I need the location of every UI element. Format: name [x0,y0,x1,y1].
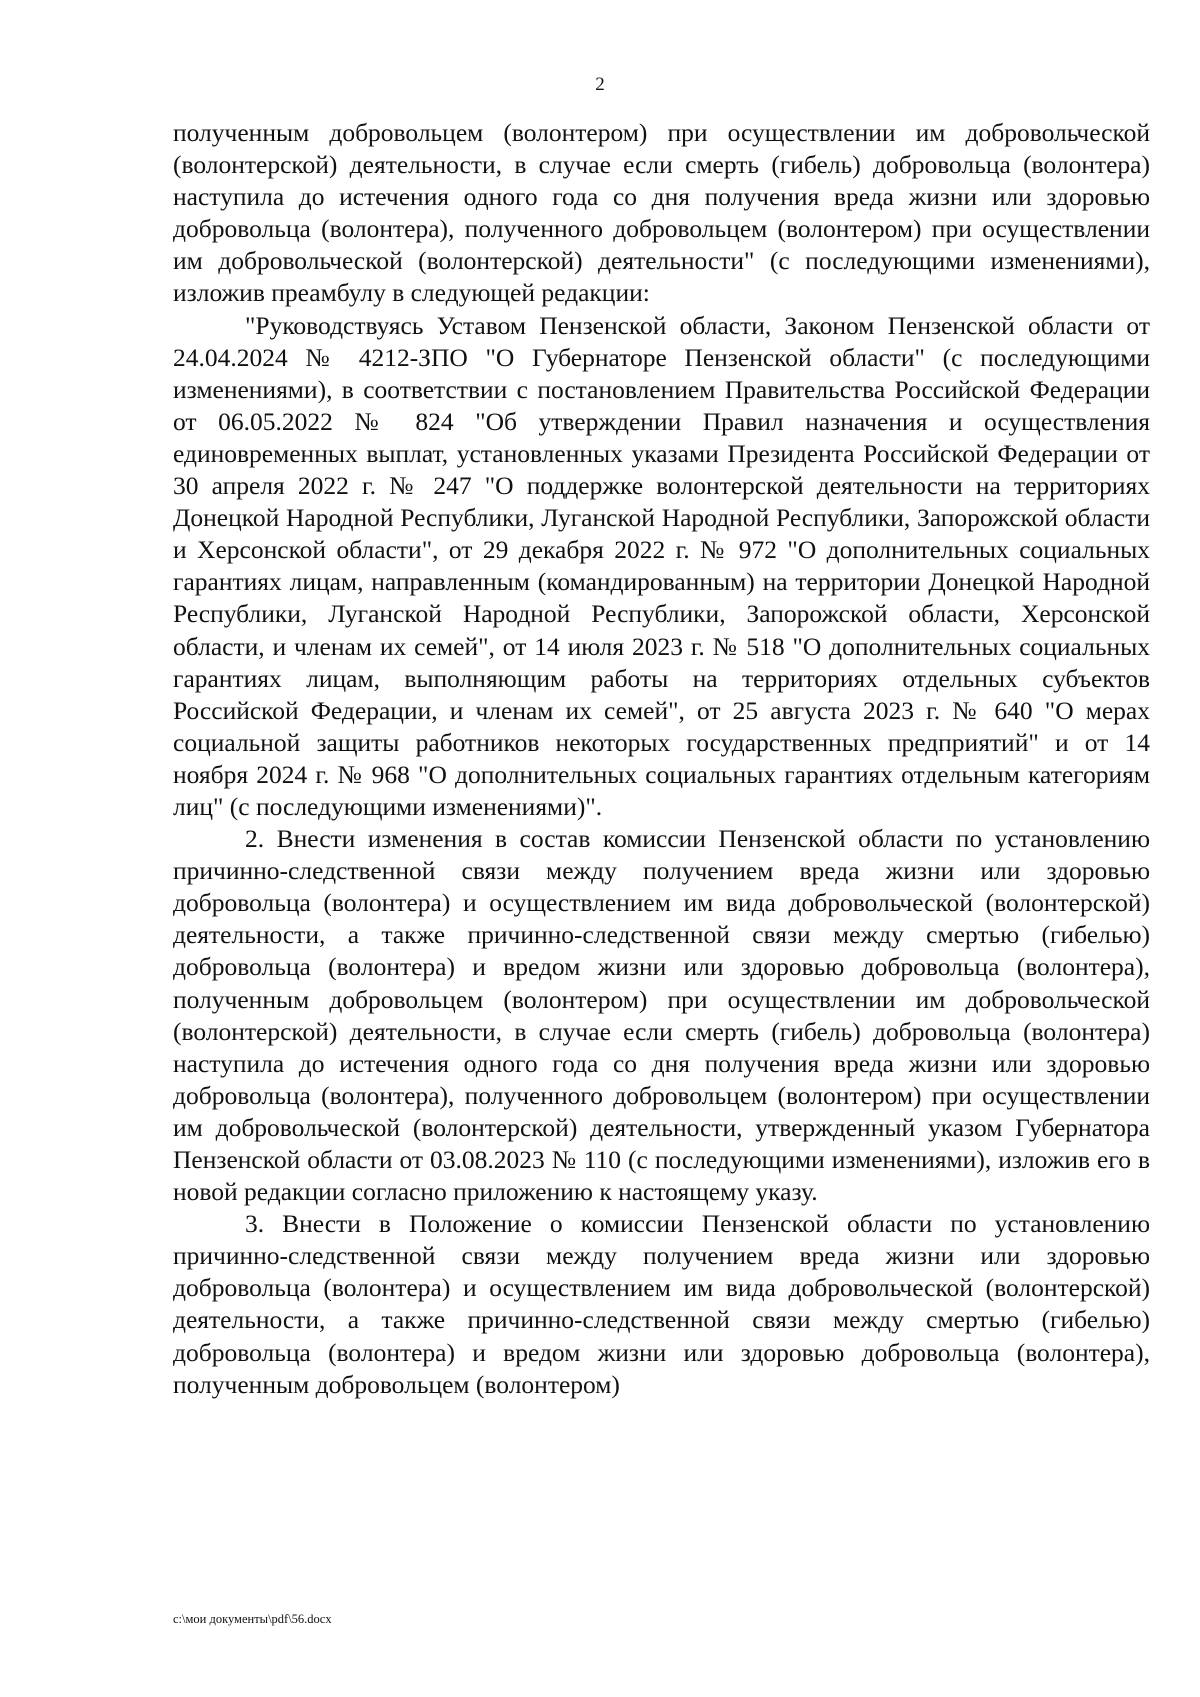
paragraph-item-3: 3. Внести в Положение о комиссии Пензенской области по установлению причинно-следственной связи между получением вреда жизни или здоровью добровольца (волонтера) и осуществлением им вида добровольческой (волонтерской) деятельности, а также причинно-следственной связи между смертью (гибелью) добровольца (волонтера) и вредом жизни или здоровью добровольца (волонтера), полученным добровольцем (волонтером) [173,1209,1150,1399]
page-number: 2 [595,74,605,95]
paragraph-continuation: полученным добровольцем (волонтером) при осуществлении им добровольческой (волонтерской) деятельности, в случае если смерть (гибель) добровольца (волонтера) наступила до истечения одного года со дня получения вреда жизни или здоровью добровольца (волонтера), полученного добровольцем (волонтером) при осуществлении им добровольческой (волонтерской) деятельности" (с последующими изменениями), изложив преамбулу в следующей редакции: [173,118,1150,308]
footer-file-path: c:\мои документы\pdf\56.docx [173,1612,332,1626]
paragraph-preamble: "Руководствуясь Уставом Пензенской области, Законом Пензенской области от 24.04.2024 № 4212-ЗПО "О Губернаторе Пензенской области" (с последующими изменениями), в соответствии с постановлением Правительства Российской Федерации от 06.05.2022 № 824 "Об утверждении Правил назначения и осуществления единовременных выплат, установленных указами Президента Российской Федерации от 30 апреля 2022 г. № 247 "О поддержке волонтерской деятельности на территориях Донецкой Народной Республики, Луганской Народной Республики, Запорожской области и Херсонской области", от 29 декабря 2022 г. № 972 "О дополнительных социальных гарантиях лицам, направленным (командированным) на территории Донецкой Народной Республики, Луганской Народной Республики, Запорожской области, Херсонской области, и членам их семей", от 14 июля 2023 г. № 518 "О дополнительных социальных гарантиях лицам, выполняющим работы на территориях отдельных субъектов Российской Федерации, и членам их семей", от 25 августа 2023 г. № 640 "О мерах социальной защиты работников некоторых государственных предприятий" и от 14 ноября 2024 г. № 968 "О дополнительных социальных гарантиях отдельным категориям лиц" (с последующими изменениями)". [173,310,1150,821]
paragraph-item-2: 2. Внести изменения в состав комиссии Пензенской области по установлению причинно-следственной связи между получением вреда жизни или здоровью добровольца (волонтера) и осуществлением им вида добровольческой (волонтерской) деятельности, а также причинно-следственной связи между смертью (гибелью) добровольца (волонтера) и вредом жизни или здоровью добровольца (волонтера), полученным добровольцем (волонтером) при осуществлении им добровольческой (волонтерской) деятельности, в случае если смерть (гибель) добровольца (волонтера) наступила до истечения одного года со дня получения вреда жизни или здоровью добровольца (волонтера), полученного добровольцем (волонтером) при осуществлении им добровольческой (волонтерской) деятельности, утвержденный указом Губернатора Пензенской области от 03.08.2023 № 110 (с последующими изменениями), изложив его в новой редакции согласно приложению к настоящему указу. [173,824,1150,1207]
document-body [173,117,1150,1401]
